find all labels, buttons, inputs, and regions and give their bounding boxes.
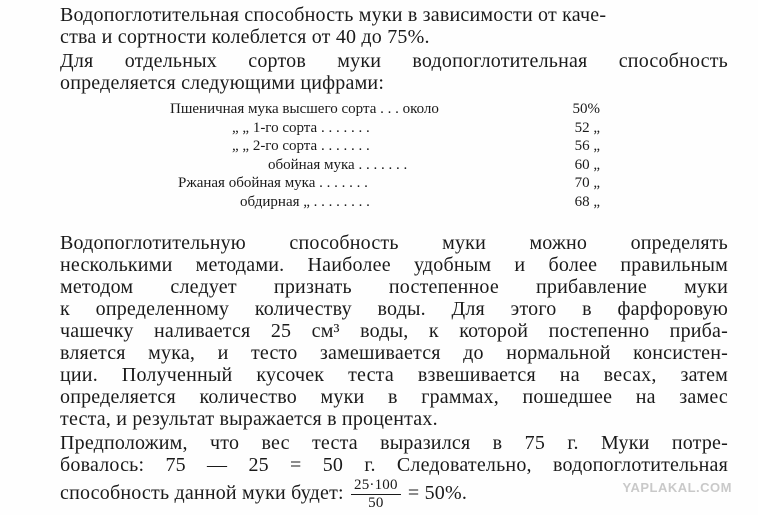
row-value: 70 „ xyxy=(574,175,600,191)
row-label: Ржаная обойная мука . . . . . . . xyxy=(178,175,368,191)
fraction-numerator: 25·100 xyxy=(351,477,401,495)
row-label: „ „ 2-го сорта . . . . . . . xyxy=(232,138,370,154)
table-row xyxy=(160,193,600,212)
para3-line-5: чашечку наливается 25 см³ воды, к которой постепенно приба- xyxy=(60,320,728,342)
row-value: 68 „ xyxy=(574,193,600,210)
intro-line-1: Водопоглотительная способность муки в зависимости от каче- xyxy=(60,4,607,26)
row-label: „ „ 1-го сорта . . . . . . . xyxy=(232,119,370,136)
para4-line-1: Предположим, что вес теста выразился в 75 г. Муки потре- xyxy=(60,432,728,454)
para3-line-4: к определенному количеству воды. Для этого в фарфоровую xyxy=(60,298,728,320)
row-value: 56 „ xyxy=(574,138,600,154)
formula-result: = 50%. xyxy=(407,482,468,504)
para3-line-2: несколькими методами. Наиболее удобным и более правильным xyxy=(60,254,728,276)
row-label: обойная мука . . . . . . . xyxy=(268,156,408,173)
water-absorption-table xyxy=(160,100,600,211)
row-label: Пшеничная мука высшего сорта . . . около xyxy=(170,101,439,117)
para3-line-7: ции. Полученный кусочек теста взвешивается на весах, затем xyxy=(60,364,728,386)
table-row xyxy=(160,119,600,138)
table-row xyxy=(160,156,600,175)
row-value: 50% xyxy=(572,101,600,117)
para3-line-9: теста, и результат выражается в процентах. xyxy=(60,408,438,430)
table-row xyxy=(160,174,600,193)
formula-fraction xyxy=(351,477,401,512)
table-row xyxy=(160,100,600,119)
para4-line-2: бовалось: 75 — 25 = 50 г. Следовательно, водопоглотительная xyxy=(60,454,728,476)
row-label: обдирная „ . . . . . . . . xyxy=(240,193,370,210)
row-value: 60 „ xyxy=(574,156,600,173)
para3-line-3: методом следует признать постепенное прибавление муки xyxy=(60,276,728,298)
intro-line-2: ства и сортности колеблется от 40 до 75%. xyxy=(60,26,430,48)
para3-line-8: определяется количество муки в граммах, пошедшее на замес xyxy=(60,386,728,408)
watermark-logo: YAPLAKAL.COM xyxy=(622,480,732,495)
table-row xyxy=(160,137,600,156)
para2-line-2: определяется следующими цифрами: xyxy=(60,72,385,94)
para2-line-1: Для отдельных сортов муки водопоглотительная способность xyxy=(60,50,728,72)
row-value: 52 „ xyxy=(574,119,600,136)
para3-line-6: вляется мука, и тесто замешивается до нормальной консистен- xyxy=(60,342,728,364)
fraction-denominator: 50 xyxy=(368,494,384,511)
formula-prefix: способность данной муки будет: xyxy=(60,482,344,504)
para3-line-1: Водопоглотительную способность муки можно определять xyxy=(60,232,728,254)
